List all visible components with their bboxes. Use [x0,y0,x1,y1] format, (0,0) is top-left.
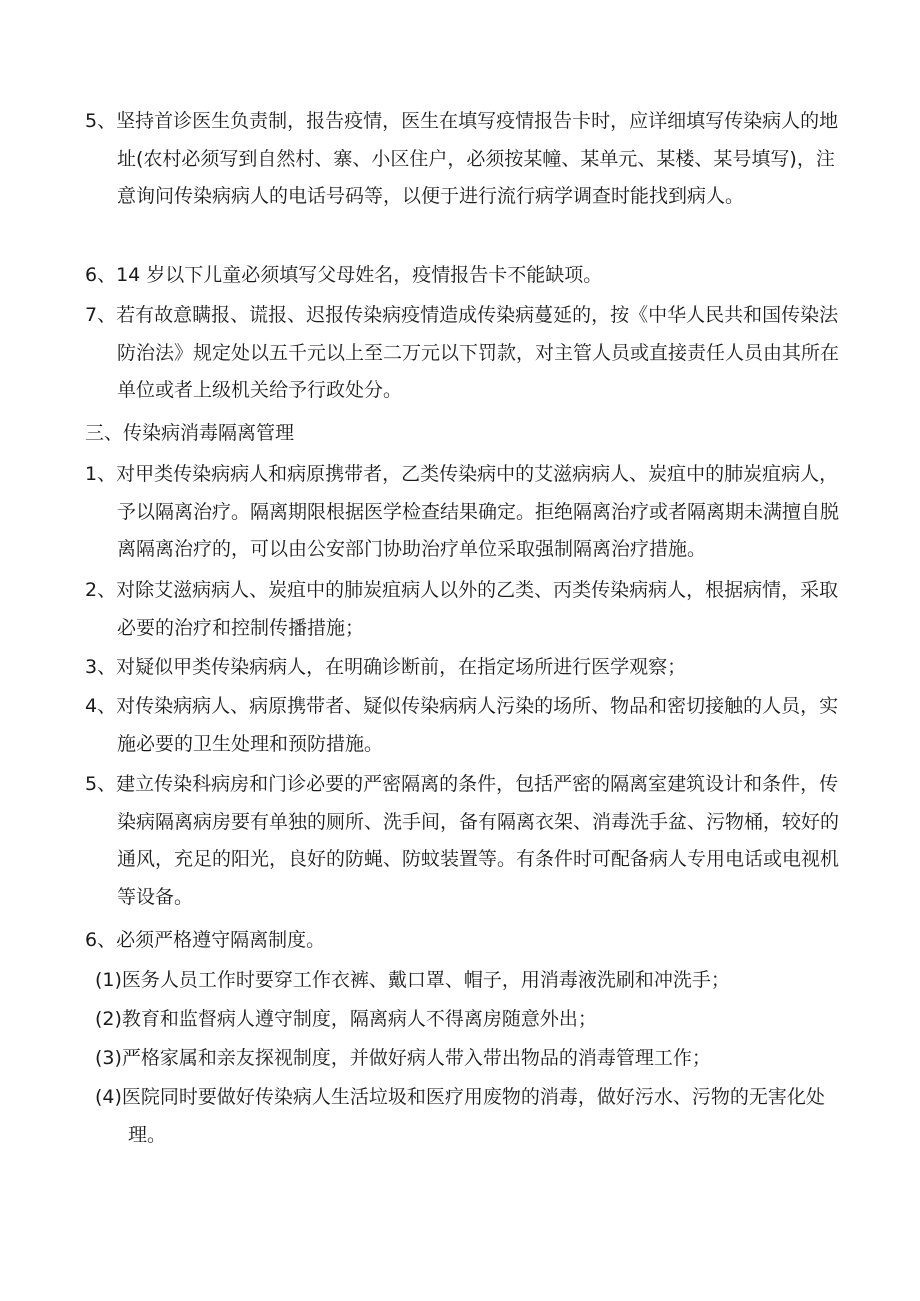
sub-item-text: (4)医院同时要做好传染病人生活垃圾和医疗用废物的消毒，做好污水、污物的无害化处理。 [95,1086,825,1146]
sub-item-2 [0,1001,920,1039]
paragraph-text: 7、若有故意瞒报、谎报、迟报传染病疫情造成传染病蔓延的，按《中华人民共和国传染法防治法》规定处以五千元以上至二万元以下罚款，对主管人员或直接责任人员由其所在单位或者上级机关给予行政处分。 [85,304,840,401]
paragraph-text: 1、对甲类传染病病人和病原携带者，乙类传染病中的艾滋病病人、炭疽中的肺炭疽病人，予以隔离治疗。隔离期限根据医学检查结果确定。拒绝隔离治疗或者隔离期未满擅自脱离隔离治疗的，可以由公安部门协助治疗单位采取强制隔离治疗措施。 [85,463,840,560]
sub-item-text: (2)教育和监督病人遵守制度，隔离病人不得离房随意外出； [95,1008,597,1030]
paragraph-3-observation [0,649,920,687]
paragraph-text: 6、14 岁以下儿童必须填写父母姓名，疫情报告卡不能缺项。 [85,264,603,286]
paragraph-4-sanitation [0,688,920,763]
section-title: 三、传染病消毒隔离管理 [85,422,295,444]
paragraph-text: 5、坚持首诊医生负责制，报告疫情，医生在填写疫情报告卡时，应详细填写传染病人的地址(农村必须写到自然村、寨、小区住户，必须按某幢、某单元、某楼、某号填写)，注意询问传染病病人的电话号码等，以便于进行流行病学调查时能找到病人。 [85,110,839,207]
sub-item-text: (3)严格家属和亲友探视制度，并做好病人带入带出物品的消毒管理工作； [95,1047,711,1069]
paragraph-2-treatment [0,572,920,647]
paragraph-text: 3、对疑似甲类传染病病人，在明确诊断前，在指定场所进行医学观察； [85,656,687,678]
paragraph-text: 5、建立传染科病房和门诊必要的严密隔离的条件，包括严密的隔离室建筑设计和条件，传染病隔离病房要有单独的厕所、洗手间，备有隔离衣架、消毒洗手盆、污物桶，较好的通风，充足的阳光，良好的防蝇、防蚊装置等。有条件时可配备病人专用电话或电视机等设备。 [85,773,840,908]
sub-item-3 [0,1040,920,1078]
paragraph-5-report [0,103,920,216]
sub-item-1 [0,962,920,1000]
paragraph-6-children [0,257,920,295]
paragraph-text: 2、对除艾滋病病人、炭疽中的肺炭疽病人以外的乙类、丙类传染病病人，根据病情，采取必要的治疗和控制传播措施； [85,579,839,639]
paragraph-text: 6、必须严格遵守隔离制度。 [85,929,326,951]
paragraph-1-isolation [0,456,920,569]
paragraph-text: 4、对传染病病人、病原携带者、疑似传染病病人污染的场所、物品和密切接触的人员，实施必要的卫生处理和预防措施。 [85,695,839,755]
section-heading-3 [0,415,920,453]
paragraph-6-rules [0,922,920,960]
paragraph-7-penalty [0,297,920,410]
sub-item-4 [0,1079,920,1154]
sub-item-text: (1)医务人员工作时要穿工作衣裤、戴口罩、帽子，用消毒液洗刷和冲洗手； [95,969,730,991]
paragraph-5-ward-conditions [0,766,920,916]
